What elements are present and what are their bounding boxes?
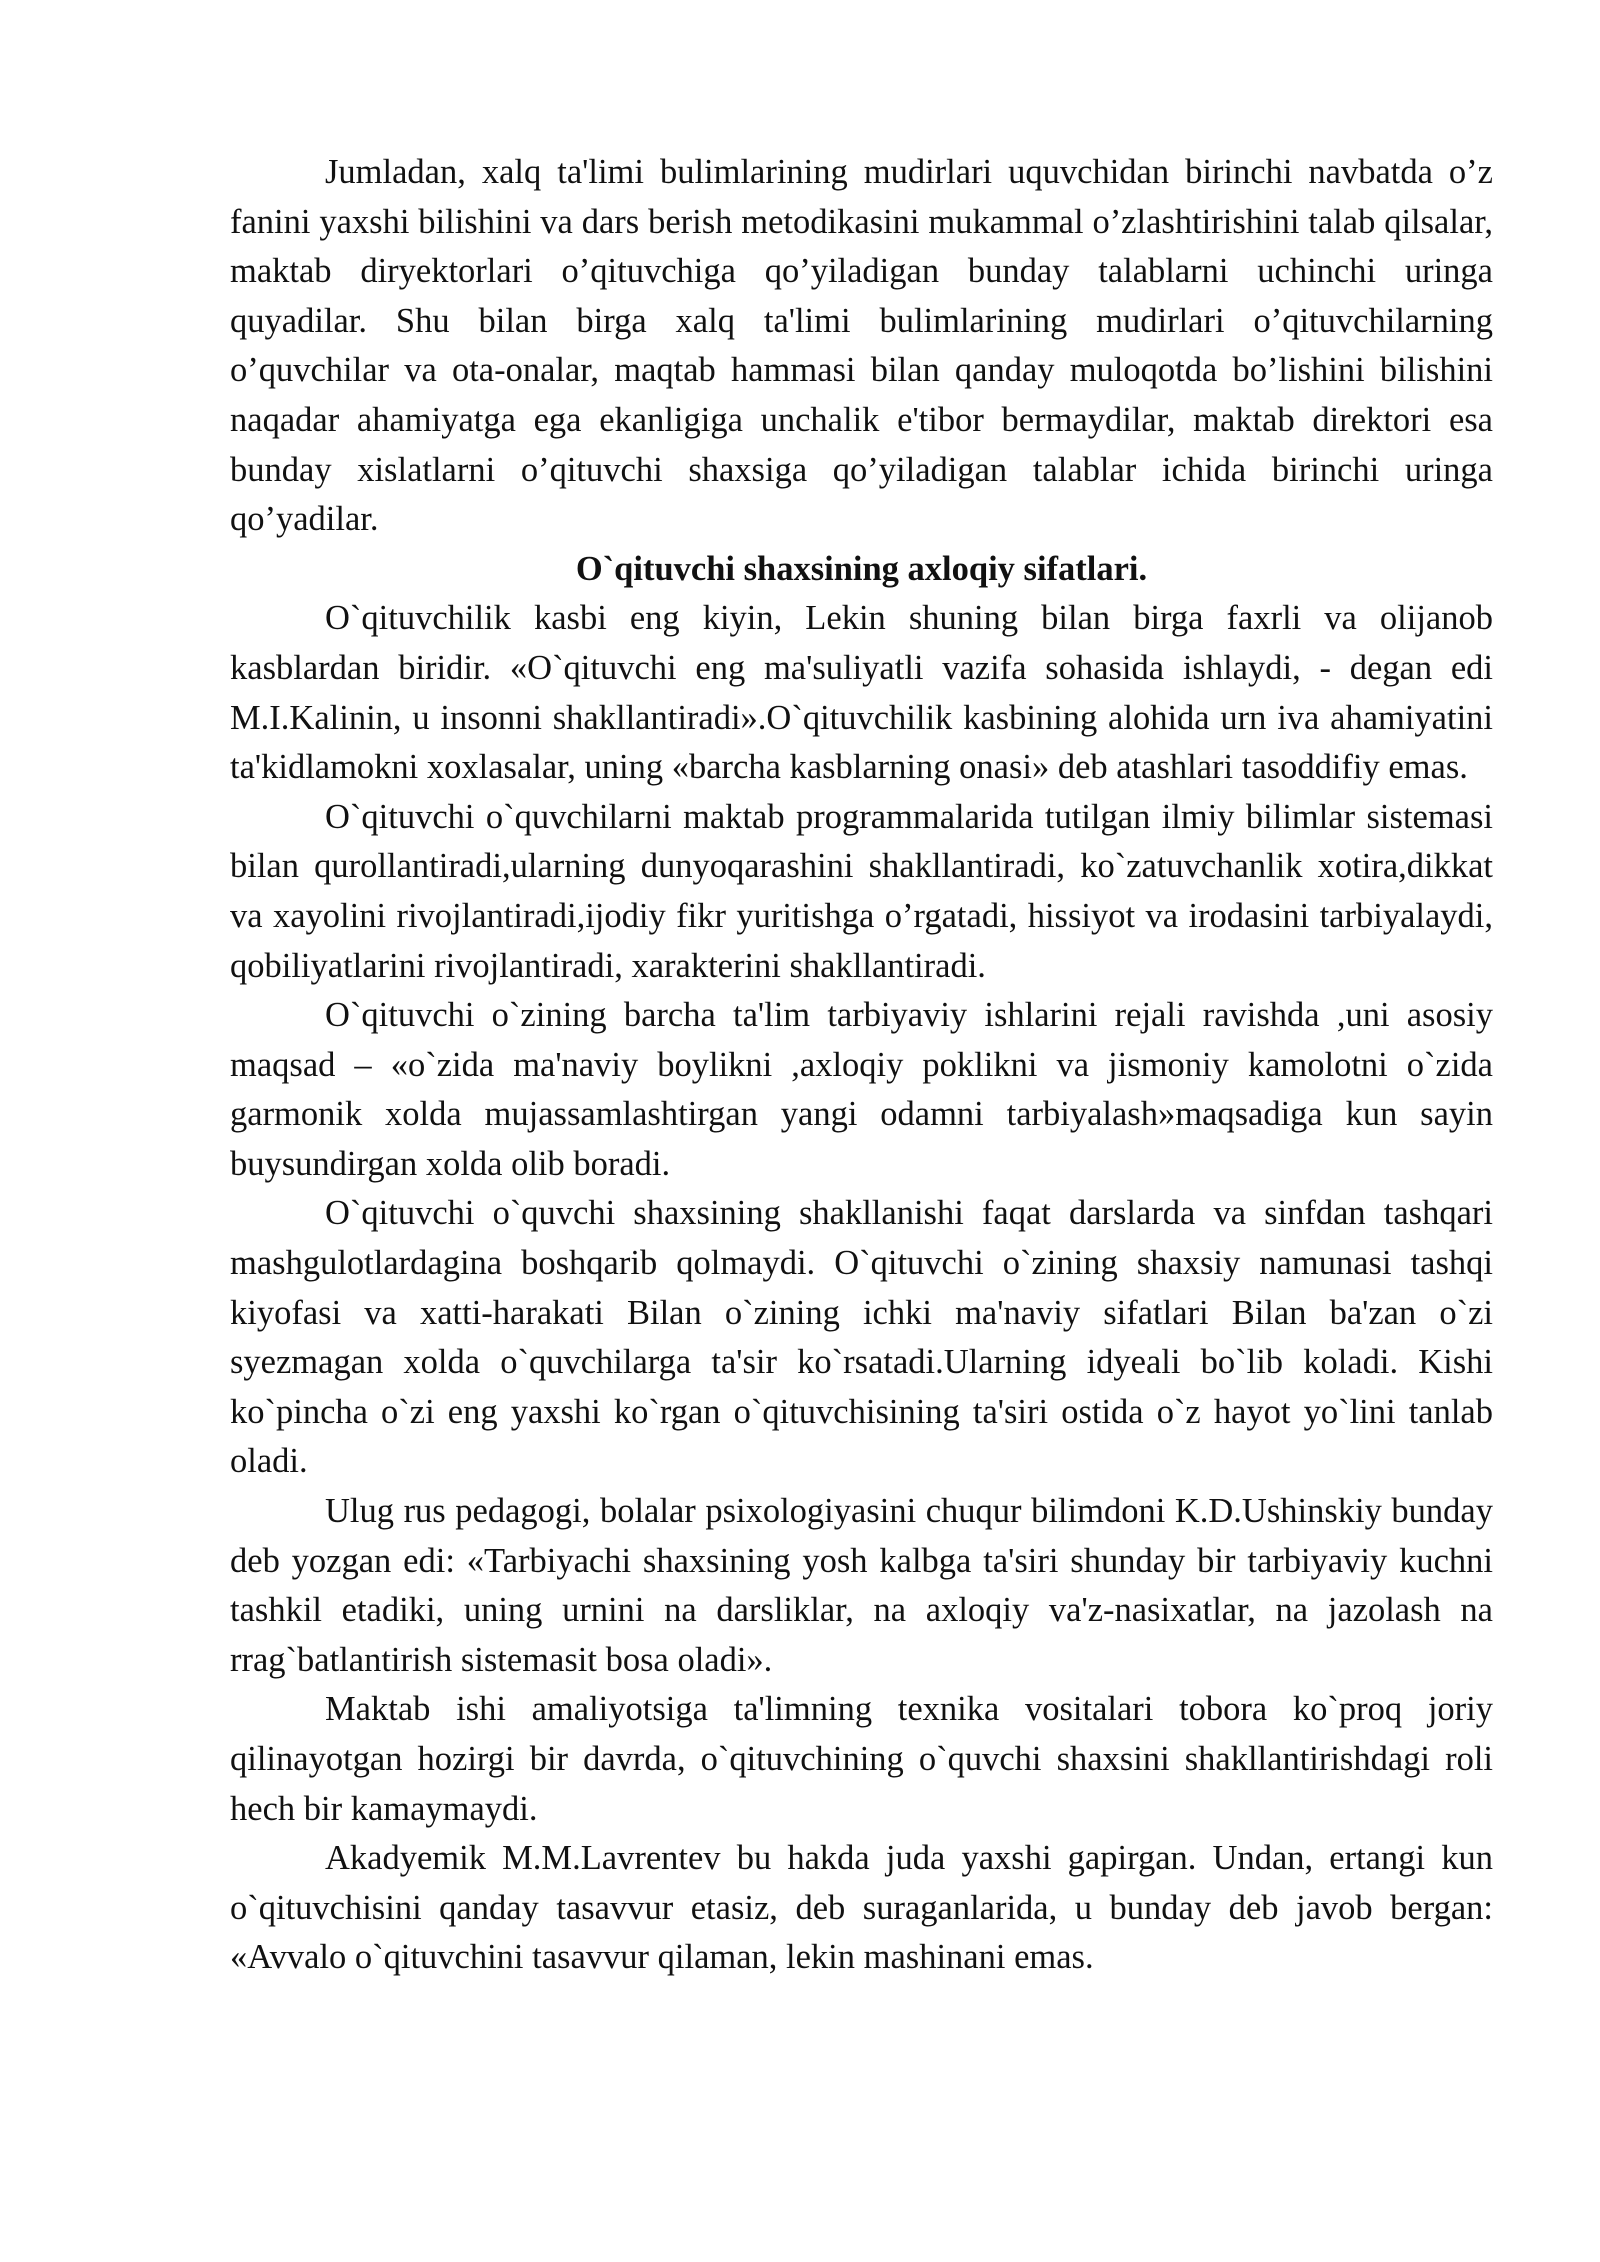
paragraph-5: O`qituvchi o`quvchi shaxsining shakllanishi faqat darslarda va sinfdan tashqari mashgulotlardagina boshqarib qolmaydi. O`qituvchi o`zining shaxsiy namunasi tashqi kiyofasi va xatti-harakati Bilan o`zining ichki ma'naviy sifatlari Bilan ba'zan o`zi syezmagan xolda o`quvchilarga ta'sir ko`rsatadi.Ularning idyeali bo`lib koladi. Kishi ko`pincha o`zi eng yaxshi ko`rgan o`qituvchisining ta'siri ostida o`z hayot yo`lini tanlab oladi. — [230, 1194, 1493, 1481]
paragraph-8: Akadyemik M.M.Lavrentev bu hakda juda yaxshi gapirgan. Undan, ertangi kun o`qituvchisini qanday tasavvur etasiz, deb suraganlarida, u bunday deb javob bergan: «Avvalo o`qituvchini tasavvur qilaman, lekin mashinani emas. — [230, 1839, 1493, 1977]
section-heading: O`qituvchi shaxsining axloqiy sifatlari. — [575, 549, 1148, 588]
paragraph-2: O`qituvchilik kasbi eng kiyin, Lekin shuning bilan birga faxrli va olijanob kasblardan biridir. «O`qituvchi eng ma'suliyatli vazifa sohasida ishlaydi, - degan edi M.I.Kalinin, u insonni shakllantiradi».O`qituvchilik kasbining alohida urn iva ahamiyatini ta'kidlamokni xoxlasalar, uning «barcha kasblarning onasi» deb atashlari tasoddifiy emas. — [230, 599, 1493, 787]
paragraph-3: O`qituvchi o`quvchilarni maktab programmalarida tutilgan ilmiy bilimlar sistemasi bilan qurollantiradi,ularning dunyoqarashini shakllantiradi, ko`zatuvchanlik xotira,dikkat va xayolini rivojlantiradi,ijodiy fikr yuritishga o’rgatadi, hissiyot va irodasini tarbiyalaydi, qobiliyatlarini rivojlantiradi, xarakterini shakllantiradi. — [230, 797, 1493, 985]
paragraph-7: Maktab ishi amaliyotsiga ta'limning texnika vositalari tobora ko`proq joriy qilinayotgan hozirgi bir davrda, o`qituvchining o`quvchi shaxsini shakllantirishdagi roli hech bir kamaymaydi. — [230, 1690, 1493, 1828]
paragraph-4: O`qituvchi o`zining barcha ta'lim tarbiyaviy ishlarini rejali ravishda ,uni asosiy maqsad – «o`zida ma'naviy boylikni ,axloqiy poklikni va jismoniy kamolotni o`zida garmonik xolda mujassamlashtirgan yangi odamni tarbiyalash»maqsadiga kun sayin buysundirgan xolda olib boradi. — [230, 996, 1493, 1183]
paragraph-6: Ulug rus pedagogi, bolalar psixologiyasini chuqur bilimdoni K.D.Ushinskiy bunday deb yozgan edi: «Tarbiyachi shaxsining yosh kalbga ta'siri shunday bir tarbiyaviy kuchni tashkil etadiki, uning urnini na darsliklar, na axloqiy va'z-nasixatlar, na jazolash na rrag`batlantirish sistemasit bosa oladi». — [230, 1492, 1493, 1679]
paragraph-1: Jumladan, xalq ta'limi bulimlarining mudirlari uquvchidan birinchi navbatda o’z fanini yaxshi bilishini va dars berish metodikasini mukammal o’zlashtirishini talab qilsalar, maktab diryektorlari o’qituvchiga qo’yiladigan bunday talablarni uchinchi uringa quyadilar. Shu bilan birga xalq ta'limi bulimlarining mudirlari o’qituvchilarning o’quvchilar va ota-onalar, maqtab hammasi bilan qanday muloqotda bo’lishini bilishini naqadar ahamiyatga ega ekanligiga unchalik e'tibor bermaydilar, maktab direktori esa bunday xislatlarni o’qituvchi shaxsiga qo’yiladigan talablar ichida birinchi uringa qo’yadilar. — [230, 153, 1493, 539]
document-page — [230, 148, 1493, 1983]
